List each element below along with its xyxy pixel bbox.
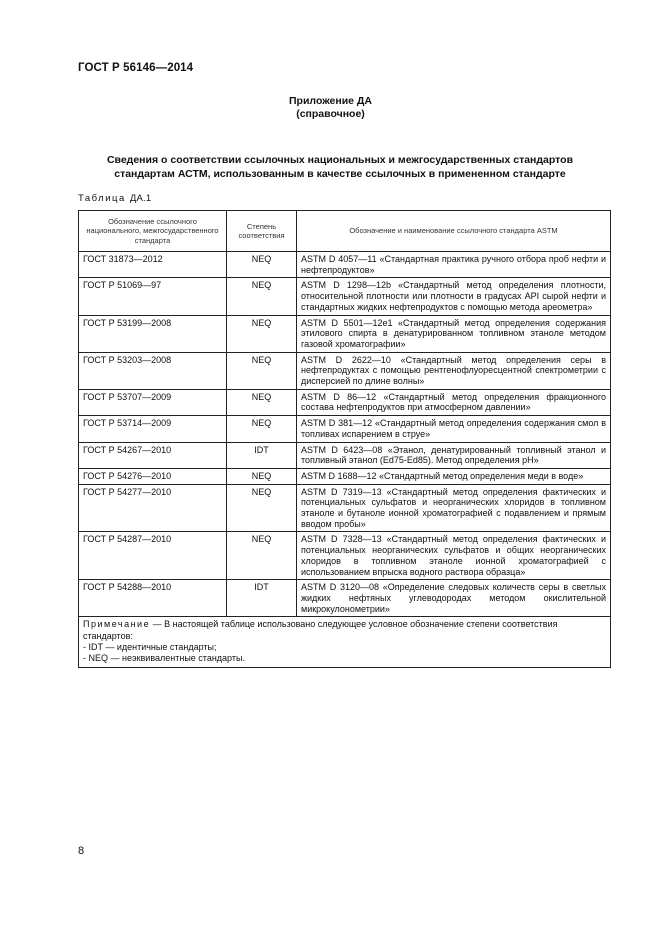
astm-cell: ASTM D 381—12 «Стандартный метод определения содержания смол в топливах испарением в струе» (297, 416, 611, 442)
standard-cell: ГОСТ Р 54287—2010 (79, 532, 227, 580)
table-row (79, 580, 611, 617)
astm-cell: ASTM D 5501—12e1 «Стандартный метод определения содержания этилового спирта в денатурированном топливном этаноле методом газовой хроматографии» (297, 315, 611, 352)
section-title (70, 154, 610, 181)
astm-cell: ASTM D 7328—13 «Стандартный метод определения фактических и потенциальных неорганических сульфатов и общих неорганических хлоридов в топливном этаноле ионной хроматографией с использованием впрыска водного раствора образца» (297, 532, 611, 580)
degree-cell: NEQ (227, 389, 297, 415)
annex-heading (0, 95, 661, 121)
column-header-standard: Обозначение ссылочного национального, межгосударственного стандарта (79, 211, 227, 252)
note-item-idt: - IDT — идентичные стандарты; (83, 641, 217, 652)
table-note-row (79, 617, 611, 667)
correspondence-table (78, 210, 611, 668)
page-number: 8 (78, 845, 85, 857)
astm-cell: ASTM D 2622—10 «Стандартный метод определения серы в нефтепродуктах с помощью рентгенофлуоресцентной спектрометрии с дисперсией по длине волны» (297, 352, 611, 389)
astm-cell: ASTM D 1688—12 «Стандартный метод определения меди в воде» (297, 468, 611, 484)
standard-cell: ГОСТ 31873—2012 (79, 252, 227, 278)
standard-cell: ГОСТ Р 54267—2010 (79, 442, 227, 468)
astm-cell: ASTM D 1298—12b «Стандартный метод определения плотности, относительной плотности или плотности в градусах API сырой нефти и стандартных жидких нефтепродуктов с помощью метода ареометра» (297, 278, 611, 315)
table-row (79, 468, 611, 484)
degree-cell: NEQ (227, 532, 297, 580)
table-row (79, 252, 611, 278)
table-row (79, 416, 611, 442)
table-caption-label: Таблица (78, 193, 126, 204)
table-row (79, 532, 611, 580)
table-row (79, 352, 611, 389)
table-row (79, 389, 611, 415)
standard-cell: ГОСТ Р 54277—2010 (79, 484, 227, 532)
standard-cell: ГОСТ Р 54276—2010 (79, 468, 227, 484)
standard-cell: ГОСТ Р 53199—2008 (79, 315, 227, 352)
astm-cell: ASTM D 86—12 «Стандартный метод определения фракционного состава нефтепродуктов при атмосферном давлении» (297, 389, 611, 415)
table-caption (78, 193, 151, 204)
table-row (79, 442, 611, 468)
table-row (79, 315, 611, 352)
degree-cell: IDT (227, 442, 297, 468)
degree-cell: NEQ (227, 252, 297, 278)
standard-cell: ГОСТ Р 53707—2009 (79, 389, 227, 415)
degree-cell: NEQ (227, 352, 297, 389)
standard-cell: ГОСТ Р 51069—97 (79, 278, 227, 315)
section-title-line-1: Сведения о соответствии ссылочных национальных и межгосударственных стандартов (106, 154, 574, 166)
table-row (79, 278, 611, 315)
annex-subtitle: (справочное) (296, 108, 365, 120)
degree-cell: NEQ (227, 278, 297, 315)
column-header-degree: Степень соответствия (227, 211, 297, 252)
standard-cell: ГОСТ Р 53714—2009 (79, 416, 227, 442)
table-row (79, 484, 611, 532)
astm-cell: ASTM D 4057—11 «Стандартная практика ручного отбора проб нефти и нефтепродуктов» (297, 252, 611, 278)
degree-cell: NEQ (227, 468, 297, 484)
document-code: ГОСТ Р 56146—2014 (78, 62, 194, 74)
standard-cell: ГОСТ Р 53203—2008 (79, 352, 227, 389)
table-caption-number: ДА.1 (129, 193, 152, 204)
astm-cell: ASTM D 3120—08 «Определение следовых количеств серы в светлых жидких нефтяных углеводородах методом окислительной микрокулонометрии» (297, 580, 611, 617)
astm-cell: ASTM D 7319—13 «Стандартный метод определения фактических и потенциальных сульфатов и неорганических хлоридов в топливном этаноле и бутаноле ионной хроматографией с подавлением и прямым вводом пробы» (297, 484, 611, 532)
note-text: — В настоящей таблице использовано следующее условное обозначение степени соответствия стандартов: (83, 619, 558, 641)
standard-cell: ГОСТ Р 54288—2010 (79, 580, 227, 617)
annex-title: Приложение ДА (289, 95, 372, 107)
degree-cell: NEQ (227, 484, 297, 532)
note-intro (83, 619, 606, 642)
table-header-row (79, 211, 611, 252)
astm-cell: ASTM D 6423—08 «Этанол, денатурированный топливный этанол и топливный этанол (Ed75-Ed85). Метод определения pH» (297, 442, 611, 468)
degree-cell: IDT (227, 580, 297, 617)
column-header-astm: Обозначение и наименование ссылочного стандарта ASTM (297, 211, 611, 252)
degree-cell: NEQ (227, 416, 297, 442)
section-title-line-2: стандартам АСТМ, использованным в качестве ссылочных в примененном стандарте (114, 167, 566, 180)
degree-cell: NEQ (227, 315, 297, 352)
table-note (79, 617, 611, 667)
note-label: Примечание (83, 619, 151, 630)
note-item-neq: - NEQ — неэквивалентные стандарты. (83, 653, 245, 664)
